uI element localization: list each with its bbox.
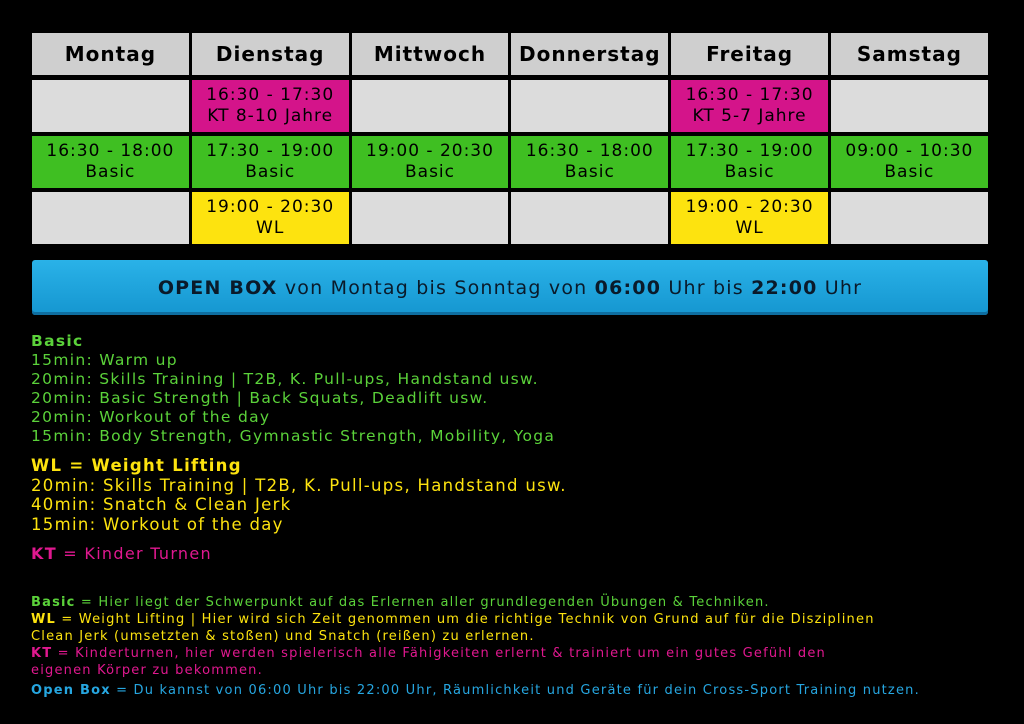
session-time: 16:30 - 17:30 <box>206 85 335 105</box>
note-basic-text: = Hier liegt der Schwerpunkt auf das Erlernen aller grundlegenden Übungen & Techniken. <box>75 595 770 610</box>
session-label: Basic <box>884 162 935 182</box>
banner-open-time: 06:00 <box>594 276 662 299</box>
session-label: KT 8-10 Jahre <box>207 106 334 126</box>
note-kt-label: KT <box>31 646 53 661</box>
schedule-cell-green <box>829 134 990 190</box>
session-time: 09:00 - 10:30 <box>845 141 974 161</box>
session-label: WL <box>256 218 285 238</box>
day-header-donnerstag: Donnerstag <box>509 31 670 77</box>
schedule-cell-green <box>669 134 830 190</box>
schedule-cell-yellow <box>190 190 351 246</box>
wl-title: WL = Weight Lifting <box>31 456 242 475</box>
schedule-cell-green <box>30 134 191 190</box>
session-label: Basic <box>564 162 615 182</box>
banner-text-2: Uhr bis <box>661 276 752 299</box>
schedule-cell-empty <box>350 78 511 134</box>
schedule-cell-pink <box>669 78 830 134</box>
session-time: 19:00 - 20:30 <box>206 197 335 217</box>
day-header-samstag: Samstag <box>829 31 990 77</box>
session-time: 16:30 - 18:00 <box>46 141 175 161</box>
session-label: Basic <box>85 162 136 182</box>
schedule-cell-empty <box>829 190 990 246</box>
open-box-banner <box>32 260 988 315</box>
wl-line: 20min: Skills Training | T2B, K. Pull-ups, Handstand usw. <box>31 475 567 495</box>
note-wl-cont: Clean Jerk (umsetzten & stoßen) und Snatch (reißen) zu erlernen. <box>31 629 535 644</box>
basic-line: 20min: Workout of the day <box>31 408 271 426</box>
session-time: 17:30 - 19:00 <box>685 141 814 161</box>
schedule-cell-yellow <box>669 190 830 246</box>
note-wl-text: = Weight Lifting | Hier wird sich Zeit genommen um die richtige Technik von Grund auf für die Disziplinen <box>56 612 875 627</box>
session-time: 19:00 - 20:30 <box>685 197 814 217</box>
note-basic <box>31 594 920 611</box>
session-label: Basic <box>724 162 775 182</box>
note-wl <box>31 611 920 628</box>
day-header-montag: Montag <box>30 31 191 77</box>
wl-line: 15min: Workout of the day <box>31 514 284 534</box>
schedule-cell-empty <box>829 78 990 134</box>
wl-line: 40min: Snatch & Clean Jerk <box>31 495 292 514</box>
basic-line: 20min: Skills Training | T2B, K. Pull-ups, Handstand usw. <box>31 370 539 388</box>
session-label: Basic <box>245 162 296 182</box>
session-label: Basic <box>404 162 455 182</box>
note-open-box <box>31 682 920 699</box>
session-time: 16:30 - 17:30 <box>685 85 814 105</box>
kt-section <box>31 544 212 563</box>
schedule-cell-empty <box>509 190 670 246</box>
session-time: 19:00 - 20:30 <box>366 141 494 161</box>
schedule-cell-green <box>190 134 351 190</box>
schedule-cell-empty <box>30 78 191 134</box>
basic-title: Basic <box>31 332 84 350</box>
schedule-cell-empty <box>30 190 191 246</box>
basic-line: 15min: Body Strength, Gymnastic Strength, Mobility, Yoga <box>31 427 556 445</box>
day-header-freitag: Freitag <box>669 31 830 77</box>
session-time: 16:30 - 18:00 <box>525 141 654 161</box>
basic-line: 20min: Basic Strength | Back Squats, Deadlift usw. <box>31 389 489 407</box>
session-time: 17:30 - 19:00 <box>206 141 335 161</box>
kt-text: = Kinder Turnen <box>56 544 212 563</box>
note-kt-text: = Kinderturnen, hier werden spielerisch alle Fähigkeiten erlernt & trainiert um ein gutes Gefühl den <box>52 646 826 661</box>
day-header-dienstag: Dienstag <box>190 31 351 77</box>
session-label: WL <box>735 218 764 238</box>
note-kt <box>31 645 920 662</box>
wl-section <box>31 456 567 534</box>
schedule-cell-green <box>509 134 670 190</box>
basic-line: 15min: Warm up <box>31 351 178 369</box>
basic-section <box>31 332 555 446</box>
schedule-cell-green <box>350 134 511 190</box>
schedule-cell-empty <box>350 190 511 246</box>
note-basic-label: Basic <box>31 595 76 610</box>
day-header-mittwoch: Mittwoch <box>350 31 511 77</box>
schedule-table <box>30 31 989 246</box>
banner-open-box: OPEN BOX <box>157 276 278 299</box>
schedule-cell-pink <box>190 78 351 134</box>
note-ob-label: Open Box <box>31 683 111 698</box>
banner-text-1: von Montag bis Sonntag von <box>277 276 595 299</box>
note-wl-label: WL <box>31 612 57 627</box>
note-ob-text: = Du kannst von 06:00 Uhr bis 22:00 Uhr, Räumlichkeit und Geräte für dein Cross-Sport Training nutzen. <box>110 683 920 698</box>
banner-text-3: Uhr <box>817 276 863 299</box>
kt-abbr: KT <box>31 544 57 563</box>
schedule-cell-empty <box>509 78 670 134</box>
notes-section <box>31 594 920 699</box>
note-kt-cont: eigenen Körper zu bekommen. <box>31 663 263 678</box>
session-label: KT 5-7 Jahre <box>692 106 807 126</box>
banner-close-time: 22:00 <box>751 276 818 299</box>
